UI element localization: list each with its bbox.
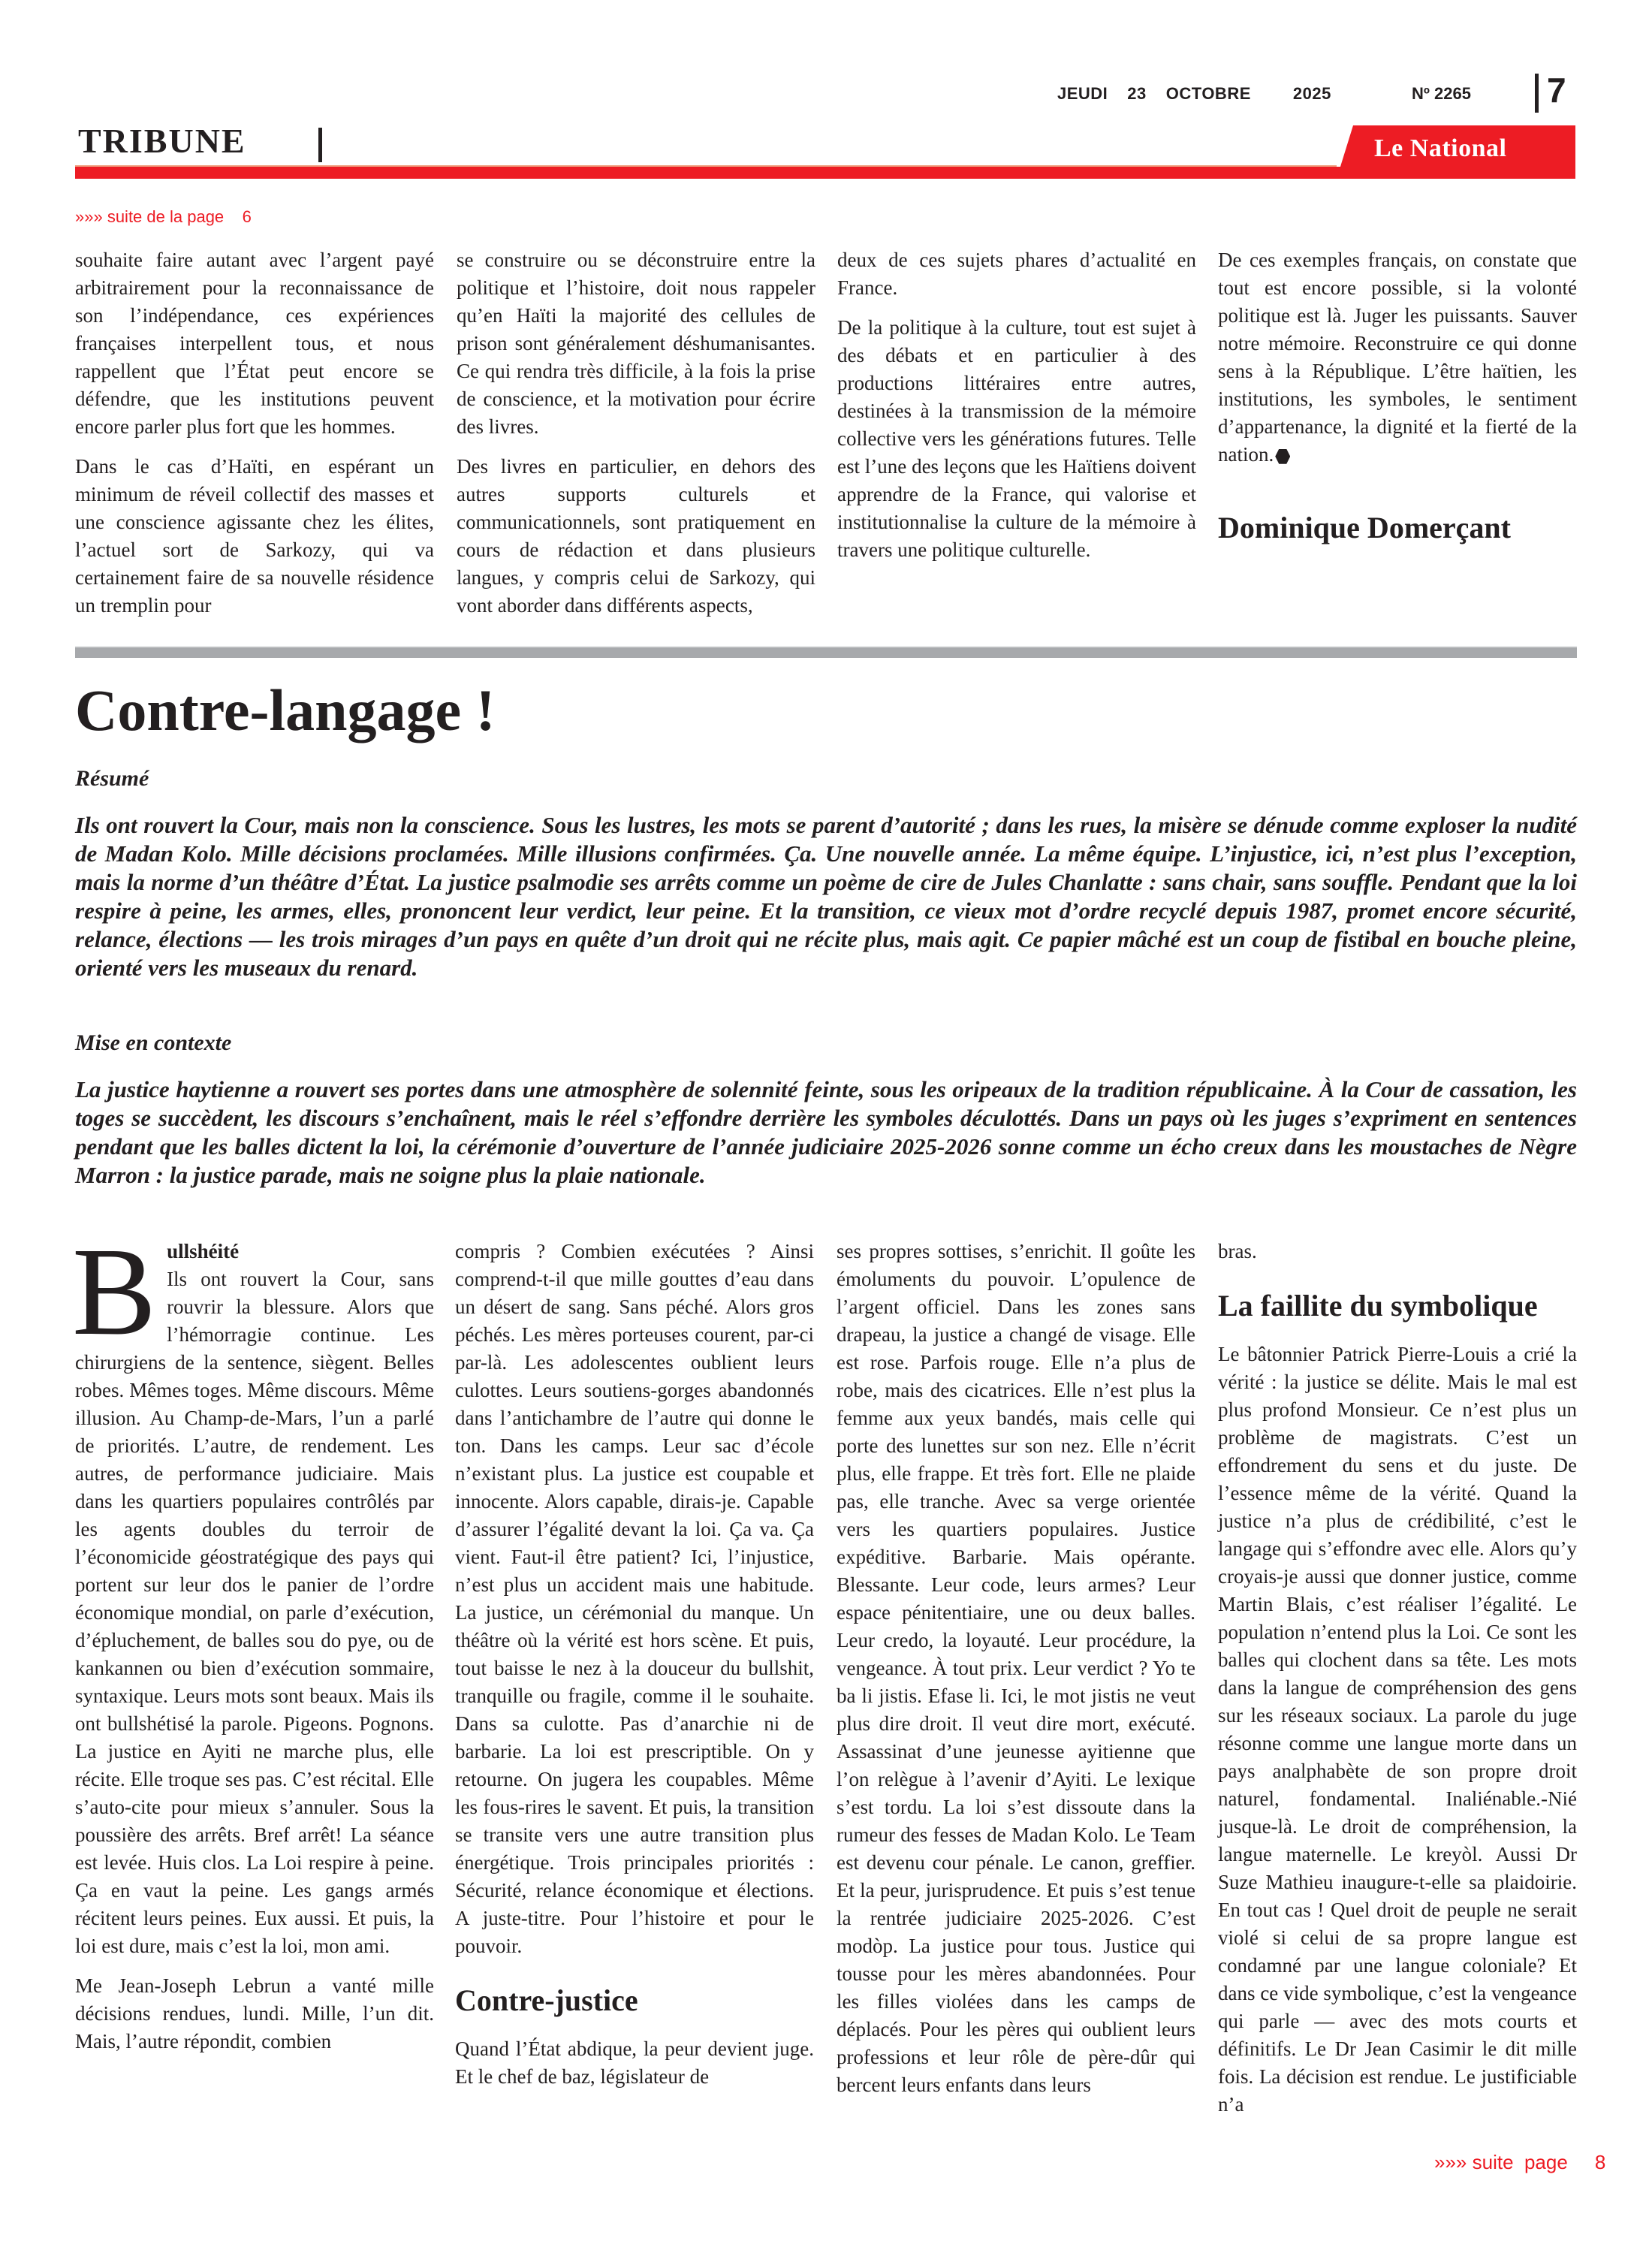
summary-label: Résumé: [75, 766, 149, 791]
article-summary: Ils ont rouvert la Cour, mais non la conscience. Sous les lustres, les mots se parent d’autorité ; dans les rues, la misère se dénude comme exploser la nudité de Madan Kolo. Mille décisions proclamées. Mille illusions confirmées. Ça. Une nouvelle année. La même équipe. L’injustice, ici, n’est plus l’exception, mais la norme d’un théâtre d’État. La justice psalmodie ses arrêts comme un poème de cire de Jules Chanlatte : sans chair, sans souffle. Pendant que la loi respire à peine, les armes, elles, prononcent leur verdict, leur peine. Et la transition, ce vieux mot d’ordre recyclé depuis 1987, promet encore sécurité, relance, élections — les trois mirages d’un pays en quête d’un droit qui ne récite plus, mais agit. Ce papier mâché est un coup de fistibal en bouche pleine, orienté vers les museaux du renard.: [75, 812, 1577, 981]
paragraph-text: De ces exemples français, on constate que tout est encore possible, si la volonté politique est là. Juger les puissants. Sauver notre mémoire. Reconstruire ce qui donne sens à la République. L’être haïtien, les institutions, les symboles, le sentiment d’appartenance, la dignité et la fierté de la nation.: [1218, 249, 1577, 466]
dateline: [1057, 84, 1351, 104]
section-title: TRIBUNE: [78, 122, 246, 160]
paragraph: bras.: [1218, 1240, 1257, 1262]
date-month: OCTOBRE: [1165, 84, 1251, 103]
prev-article-column-1: [75, 246, 434, 632]
paragraph: [72, 1222, 434, 1960]
article-column-4: [1218, 1238, 1577, 2131]
article-column-2: [455, 1238, 814, 2103]
article-column-1: [72, 1222, 434, 2068]
section-divider: [318, 128, 322, 162]
paragraph: deux de ces sujets phares d’actualité en France.: [837, 249, 1196, 299]
paragraph: Quand l’État abdique, la peur devient juge. Et le chef de baz, législateur de: [455, 2037, 814, 2088]
page-number-divider: [1535, 74, 1539, 113]
date-day: 23: [1127, 84, 1147, 103]
subheading-faillite-symbolique: La faillite du symbolique: [1218, 1289, 1538, 1323]
continued-to-link[interactable]: »»» suite page 8: [1434, 2151, 1606, 2173]
page-number: 7: [1547, 71, 1566, 110]
article-context: La justice haytienne a rouvert ses portes dans une atmosphère de solennité feinte, sous les oripeaux de la tradition républicaine. À la Cour de cassation, les toges se succèdent, les discours s’enchaînent, mais le réel s’effondre derrière les symboles déculottés. Dans un pays où les juges s’expriment en sentences pendant que les balles dictent la loi, la cérémonie d’ouverture de l’année judiciaire 2025-2026 sonne comme un écho creux dans les moustaches de Nègre Marron : la justice parade, mais ne soigne plus la plaie nationale.: [75, 1076, 1577, 1188]
paragraph: compris ? Combien exécutées ? Ainsi comprend-t-il que mille gouttes d’eau dans un désert de sang. Sans péché. Alors gros péchés. Les mères porteuses courent, par-ci par-là. Les adolescentes oublient leurs culottes. Leurs soutiens-gorges abandonnés dans l’antichambre de l’autre qui donne le ton. Dans les camps. Leur sac d’école n’existant plus. La justice est coupable et innocente. Alors capable, dirais-je. Capable d’assurer l’égalité devant la loi. Ça va. Ça vient. Faut-il être patient? Ici, l’injustice, n’est plus un accident mais une habitude. La justice, un cérémonial du manque. Un théâtre où la vérité est hors scène. Et puis, tout baisse le nez à la douceur du bullshit, tranquille ou fragile, comme il le souhaite. Dans sa culotte. Pas d’anarchie ni de barbarie. La loi est prescriptible. On y retourne. On jugera les coupables. Même les fous-rires le savent. Et puis, la transition se transite vers une autre transition plus énergétique. Trois principales priorités : Sécurité, relance économique et élections. A juste-titre. Pour l’histoire et pour le pouvoir.: [455, 1240, 814, 1957]
drop-cap: B: [72, 1222, 157, 1362]
subheading-contre-justice: Contre-justice: [455, 1983, 638, 2017]
paragraph-text: Ils ont rouvert la Cour, sans rouvrir la blessure. Alors que l’hémorragie continue. Les chirurgiens de la sentence, siègent. Belles robes. Mêmes toges. Même discours. Même illusion. Au Champ-de-Mars, l’un a parlé de priorités. L’autre, de rendement. Les autres, de performance judiciaire. Mais dans les quartiers populaires contrôlés par les agents doubles du terroir de l’économicide géostratégique des pays qui portent sur leur dos le panier de l’ordre économique mondial, on parle d’exécution, d’épluchement, de balles sou do pye, ou de kankannen ou bien d’exécution sommaire, syntaxique. Leurs mots sont beaux. Mais ils ont bullshétisé la parole. Pigeons. Pognons. La justice en Ayiti ne marche plus, elle récite. Elle troque ses pas. C’est récital. Elle s’auto-cite pour mieux s’annuler. Sous la poussière des arrêts. Bref arrêt! La séance est levée. Huis clos. La Loi respire à peine. Ça en vaut la peine. Les gangs armés récitent leurs peines. Eux aussi. Et puis, la loi est dure, mais c’est la loi, mon ami.: [75, 1268, 434, 1957]
paragraph: Me Jean-Joseph Lebrun a vanté mille décisions rendues, lundi. Mille, l’un dit. Mais, l’autre répondit, combien: [75, 1974, 434, 2052]
paragraph: [1218, 246, 1577, 469]
paragraph: se construire ou se déconstruire entre la politique et l’histoire, doit nous rappeler qu’en Haïti la majorité des cellules de prison sont généralement déshumanisantes. Ce qui rendra très difficile, à la fois la prise de conscience, et la motivation pour écrire des livres.: [457, 249, 815, 438]
article-separator: [75, 647, 1577, 658]
paragraph: Dans le cas d’Haïti, en espérant un minimum de réveil collectif des masses et une conscience agissante chez les élites, l’actuel sort de Sarkozy, qui va certainement faire de sa nouvelle résidence un tremplin pour: [75, 455, 434, 617]
continued-from-link[interactable]: »»» suite de la page 6: [75, 207, 252, 226]
prev-article-column-3: [837, 246, 1196, 576]
prev-article-column-2: [457, 246, 815, 632]
date-day-name: JEUDI: [1057, 84, 1108, 103]
article-column-3: [837, 1238, 1195, 2111]
paragraph: Des livres en particulier, en dehors des autres supports culturels et communicationnels, sont pratiquement en cours de rédaction et dans plusieurs langues, y compris celui de Sarkozy, qui vont aborder dans différents aspects,: [457, 455, 815, 617]
issue-number: Nº 2265: [1412, 84, 1471, 103]
paragraph: ses propres sottises, s’enrichit. Il goûte les émoluments du pouvoir. L’opulence de l’argent officiel. Dans les zones sans drapeau, la justice a changé de visage. Elle est rose. Parfois rouge. Elle n’a plus de robe, mais des cicatrices. Elle n’est plus la femme aux yeux bandés, mais celle qui porte des lunettes sur son nez. Elle n’écrit plus, elle frappe. Et très fort. Elle ne plaide pas, elle tranche. Avec sa verge orientée vers les quartiers populaires. Justice expéditive. Barbarie. Mais opérante. Blessante. Leur code, leurs armes? Leur espace pénitentiaire, une ou deux balles. Leur credo, la loyauté. Leur procédure, la vengeance. À tout prix. Leur verdict ? Yo te ba li jistis. Efase li. Ici, le mot jistis ne veut plus dire droit. Il veut dire mort, exécuté. Assassinat d’une jeunesse ayitienne que l’on relègue à l’avenir d’Ayiti. Le lexique s’est tordu. La loi s’est dissoute dans la rumeur des fesses de Madan Kolo. Le Team est devenu cour pénale. Le canon, greffier. Et la peur, jurisprudence. Et puis s’est tenue la rentrée judiciaire 2025-2026. C’est modòp. La justice pour tous. Justice qui tousse pour les mères abandonnées. Pour les filles violées dans les camps de déplacés. Pour les pères qui oublient leurs professions et leur rôle de père-dûr qui bercent leurs enfants dans leurs: [837, 1240, 1195, 2096]
paragraph: souhaite faire autant avec l’argent payé arbitrairement pour la reconnaissance de son l’indépendance, ces expériences françaises interpellent tous, et nous rappellent que l’État peut encore se défendre, que les institutions peuvent encore parler plus fort que les hommes.: [75, 249, 434, 438]
paragraph: De la politique à la culture, tout est sujet à des débats et en particulier à des productions littéraires entre autres, destinées à la transmission de la mémoire collective vers les générations futures. Telle est l’une des leçons que les Haïtiens doivent apprendre de la France, qui valorise et institutionnalise la culture de la mémoire à travers une politique culturelle.: [837, 316, 1196, 561]
context-label: Mise en contexte: [75, 1030, 232, 1055]
publication-name: Le National: [1374, 134, 1507, 162]
end-of-article-icon: [1275, 449, 1290, 464]
prev-article-column-4: [1218, 246, 1577, 544]
author-signature: Dominique Domerçant: [1218, 511, 1511, 544]
article-headline: Contre-langage !: [75, 677, 496, 743]
kicker: ullshéité: [167, 1240, 240, 1262]
date-year: 2025: [1292, 84, 1331, 103]
paragraph: Le bâtonnier Patrick Pierre-Louis a crié la vérité : la justice se délite. Mais le mal est plus profond Monsieur. Ce n’est plus un problème de magistrats. C’est un effondrement du sens et du juste. De l’essence même de la vérité. Quand la justice n’a plus de crédibilité, c’est le langage qui s’effondre avec elle. Alors qu’y croyais-je aussi que donner justice, comme Martin Blais, c’est réaliser l’égalité. Le population n’entend plus la Loi. Ce sont les balles qui clochent dans sa tête. Les mots dans la langue de compréhension des gens sur les réseaux sociaux. La parole du juge résonne comme une langue morte dans un pays analphabète de son propre droit naturel, fondamental. Inaliénable.-Nié jusque-là. Le droit de compréhension, la langue maternelle. Le kreyòl. Aussi Dr Suze Mathieu inaugure-t-elle sa plaidoirie. En tout cas ! Quel droit de peuple ne serait violé si celui de sa propre langue est condamné par une langue coloniale? Et dans ce vide symbolique, c’est la vengeance qui parle — avec des mots courts et définitifs. Le Dr Jean Casimir le dit mille fois. La décision est rendue. Le justificiable n’a: [1218, 1343, 1577, 2116]
